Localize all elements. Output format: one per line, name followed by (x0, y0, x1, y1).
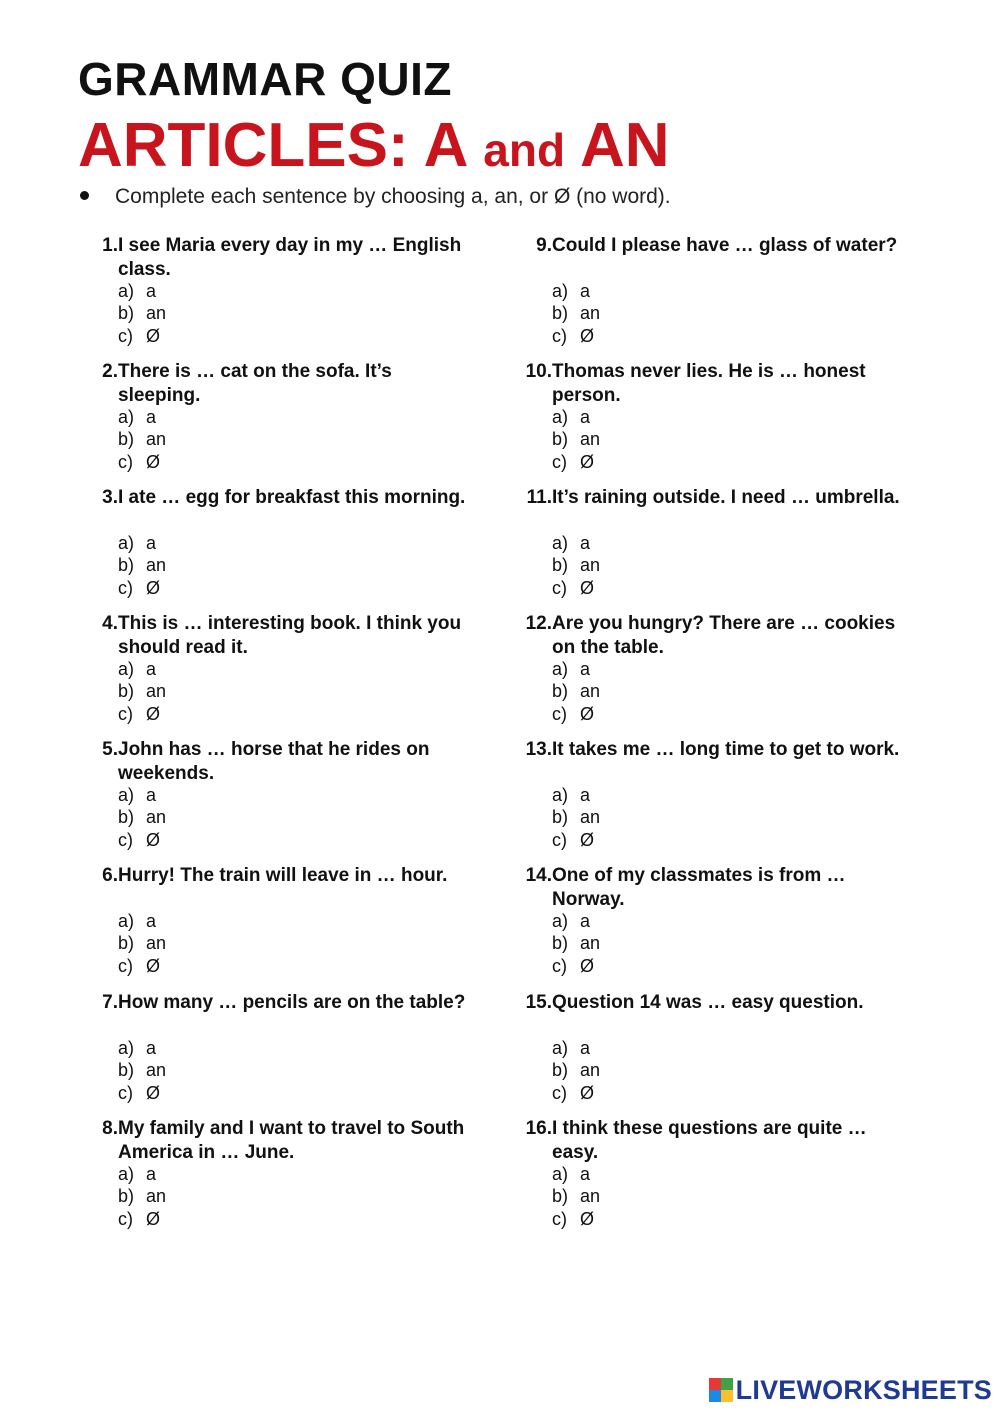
question-text: Question 14 was … easy question. (552, 992, 864, 1013)
answer-option[interactable] (118, 406, 156, 428)
quiz-title: GRAMMAR QUIZ (78, 53, 452, 105)
answer-option[interactable] (118, 577, 160, 599)
option-text: Ø (146, 1209, 161, 1229)
answer-option[interactable] (118, 955, 160, 977)
option-text: an (146, 1186, 167, 1206)
option-text: a (146, 1038, 157, 1058)
option-text: an (580, 429, 601, 449)
answer-option[interactable] (118, 784, 156, 806)
answer-option[interactable] (118, 1163, 156, 1185)
option-letter: a) (552, 533, 569, 553)
answer-option[interactable] (118, 1082, 160, 1104)
question-number: 16. (525, 1118, 552, 1139)
question-number: 9. (536, 235, 552, 256)
option-text: Ø (146, 830, 161, 850)
answer-option[interactable] (118, 302, 166, 324)
subtitle-part-2: and (483, 124, 566, 176)
option-text: an (146, 1060, 167, 1080)
option-letter: a) (552, 1038, 569, 1058)
answer-option[interactable] (118, 428, 166, 450)
question-text: One of my classmates is from … Norway. (552, 865, 846, 910)
question-number: 12. (525, 613, 552, 634)
question-text: Are you hungry? There are … cookies on the table. (552, 613, 896, 658)
answer-option[interactable] (552, 1208, 594, 1230)
option-letter: c) (552, 830, 567, 850)
option-letter: a) (552, 911, 569, 931)
answer-option[interactable] (552, 658, 590, 680)
option-text: an (146, 933, 167, 953)
instruction (80, 185, 671, 209)
option-text: an (580, 303, 601, 323)
answer-option[interactable] (552, 325, 594, 347)
option-text: an (146, 807, 167, 827)
option-text: an (146, 681, 167, 701)
option-text: a (146, 1164, 157, 1184)
question-number: 7. (102, 992, 118, 1013)
answer-option[interactable] (552, 1037, 590, 1059)
option-letter: c) (552, 326, 567, 346)
option-text: a (146, 911, 157, 931)
option-letter: b) (118, 429, 135, 449)
option-letter: b) (552, 681, 569, 701)
answer-option[interactable] (118, 1037, 156, 1059)
answer-option[interactable] (552, 577, 594, 599)
answer-option[interactable] (118, 1185, 166, 1207)
answer-option[interactable] (552, 280, 590, 302)
answer-option[interactable] (118, 703, 160, 725)
liveworksheets-logo (709, 1375, 992, 1405)
instruction-text: Complete each sentence by choosing a, an, or Ø (no word). (115, 185, 671, 208)
answer-option[interactable] (552, 406, 590, 428)
question-text: It’s raining outside. I need … umbrella. (552, 487, 900, 508)
answer-option[interactable] (552, 910, 590, 932)
option-text: Ø (580, 1209, 595, 1229)
option-letter: a) (552, 1164, 569, 1184)
answer-option[interactable] (552, 1163, 590, 1185)
question-number: 15. (525, 992, 552, 1013)
option-text: Ø (146, 956, 161, 976)
answer-option[interactable] (552, 829, 594, 851)
option-text: Ø (580, 326, 595, 346)
question-text: This is … interesting book. I think you should read it. (118, 613, 462, 658)
option-text: a (580, 407, 591, 427)
question-number: 5. (102, 739, 118, 760)
option-text: Ø (146, 1083, 161, 1103)
option-text: a (580, 659, 591, 679)
quiz-subtitle (78, 110, 670, 181)
option-letter: b) (552, 933, 569, 953)
option-text: an (146, 555, 167, 575)
option-letter: b) (118, 1186, 135, 1206)
question-text: Could I please have … glass of water? (552, 235, 898, 256)
question-text: I ate … egg for breakfast this morning. (118, 487, 466, 508)
option-text: Ø (146, 578, 161, 598)
option-text: an (580, 1060, 601, 1080)
option-letter: b) (552, 807, 569, 827)
answer-option[interactable] (552, 1059, 600, 1081)
option-letter: a) (118, 659, 135, 679)
option-letter: c) (118, 1083, 133, 1103)
answer-option[interactable] (552, 451, 594, 473)
question-number: 8. (102, 1118, 118, 1139)
option-text: Ø (146, 452, 161, 472)
answer-option[interactable] (118, 1208, 160, 1230)
option-text: a (580, 911, 591, 931)
option-letter: b) (118, 303, 135, 323)
option-text: Ø (580, 452, 595, 472)
option-text: a (580, 785, 591, 805)
option-letter: a) (552, 659, 569, 679)
question-number: 6. (102, 865, 118, 886)
question-number: 14. (525, 865, 552, 886)
question-number: 1. (102, 235, 118, 256)
option-letter: a) (552, 281, 569, 301)
option-letter: b) (552, 303, 569, 323)
question-number: 11. (526, 487, 552, 508)
answer-option[interactable] (552, 532, 590, 554)
question-text: There is … cat on the sofa. It’s sleeping. (118, 361, 392, 406)
answer-option[interactable] (552, 703, 594, 725)
option-letter: b) (118, 555, 135, 575)
option-letter: c) (118, 452, 133, 472)
option-letter: c) (118, 1209, 133, 1229)
question-text: It takes me … long time to get to work. (552, 739, 900, 760)
option-letter: b) (118, 681, 135, 701)
option-text: a (146, 533, 157, 553)
option-letter: b) (118, 807, 135, 827)
option-letter: c) (552, 956, 567, 976)
answer-option[interactable] (118, 910, 156, 932)
option-letter: b) (118, 1060, 135, 1080)
option-letter: b) (552, 429, 569, 449)
logo-square (709, 1378, 721, 1390)
option-letter: a) (118, 533, 135, 553)
answer-option[interactable] (552, 680, 600, 702)
logo-square (721, 1378, 733, 1390)
logo-square (709, 1390, 721, 1402)
answer-option[interactable] (552, 302, 600, 324)
option-text: a (146, 659, 157, 679)
question-number: 3. (102, 487, 118, 508)
subtitle-part-3: AN (565, 111, 670, 180)
option-text: Ø (146, 326, 161, 346)
answer-option[interactable] (552, 428, 600, 450)
option-letter: c) (118, 956, 133, 976)
subtitle-part-1: ARTICLES: A (78, 111, 484, 180)
option-text: Ø (580, 956, 595, 976)
option-text: an (146, 303, 167, 323)
question-text: My family and I want to travel to South America in … June. (118, 1118, 465, 1163)
question-text: John has … horse that he rides on weekends. (118, 739, 430, 784)
option-letter: b) (552, 555, 569, 575)
answer-option[interactable] (118, 806, 166, 828)
question-text: How many … pencils are on the table? (118, 992, 466, 1013)
option-text: a (146, 785, 157, 805)
answer-option[interactable] (552, 932, 600, 954)
option-letter: c) (552, 704, 567, 724)
option-letter: b) (118, 933, 135, 953)
option-letter: c) (552, 1209, 567, 1229)
logo-text: LIVEWORKSHEETS (735, 1374, 992, 1405)
question-number: 13. (525, 739, 552, 760)
answer-option[interactable] (552, 1082, 594, 1104)
question-number: 4. (102, 613, 118, 634)
question-number: 2. (102, 361, 118, 382)
answer-option[interactable] (552, 806, 600, 828)
answer-option[interactable] (118, 280, 156, 302)
answer-option[interactable] (118, 554, 166, 576)
question-text: I think these questions are quite … easy. (552, 1118, 867, 1163)
question-text: Thomas never lies. He is … honest person. (552, 361, 866, 406)
option-text: a (146, 281, 157, 301)
question-text: Hurry! The train will leave in … hour. (118, 865, 448, 886)
answer-option[interactable] (552, 955, 594, 977)
option-text: an (580, 1186, 601, 1206)
option-letter: c) (118, 704, 133, 724)
option-letter: b) (552, 1060, 569, 1080)
option-text: Ø (580, 830, 595, 850)
option-text: a (580, 1038, 591, 1058)
bullet-icon (80, 191, 89, 200)
option-letter: c) (552, 1083, 567, 1103)
option-letter: c) (552, 578, 567, 598)
option-letter: c) (118, 326, 133, 346)
option-letter: a) (118, 281, 135, 301)
logo-square (721, 1390, 733, 1402)
option-letter: a) (118, 911, 135, 931)
answer-option[interactable] (118, 532, 156, 554)
option-text: a (146, 407, 157, 427)
option-text: Ø (146, 704, 161, 724)
option-text: an (580, 807, 601, 827)
option-text: a (580, 281, 591, 301)
option-text: an (580, 933, 601, 953)
answer-option[interactable] (118, 451, 160, 473)
option-text: an (146, 429, 167, 449)
option-text: a (580, 533, 591, 553)
answer-option[interactable] (118, 829, 160, 851)
option-letter: a) (118, 407, 135, 427)
option-letter: a) (552, 407, 569, 427)
answer-option[interactable] (118, 680, 166, 702)
option-letter: a) (118, 1038, 135, 1058)
answer-option[interactable] (552, 554, 600, 576)
option-letter: c) (118, 578, 133, 598)
question-number: 10. (525, 361, 552, 382)
answer-option[interactable] (118, 932, 166, 954)
logo-mark-icon (709, 1378, 733, 1402)
option-text: Ø (580, 578, 595, 598)
option-letter: a) (552, 785, 569, 805)
option-text: a (580, 1164, 591, 1184)
option-letter: c) (552, 452, 567, 472)
answer-option[interactable] (118, 1059, 166, 1081)
option-letter: b) (552, 1186, 569, 1206)
answer-option[interactable] (552, 1185, 600, 1207)
option-letter: c) (118, 830, 133, 850)
option-text: an (580, 555, 601, 575)
option-text: Ø (580, 1083, 595, 1103)
option-letter: a) (118, 785, 135, 805)
question-text: I see Maria every day in my … English class. (118, 235, 462, 280)
option-text: Ø (580, 704, 595, 724)
answer-option[interactable] (118, 325, 160, 347)
answer-option[interactable] (552, 784, 590, 806)
answer-option[interactable] (118, 658, 156, 680)
option-letter: a) (118, 1164, 135, 1184)
option-text: an (580, 681, 601, 701)
